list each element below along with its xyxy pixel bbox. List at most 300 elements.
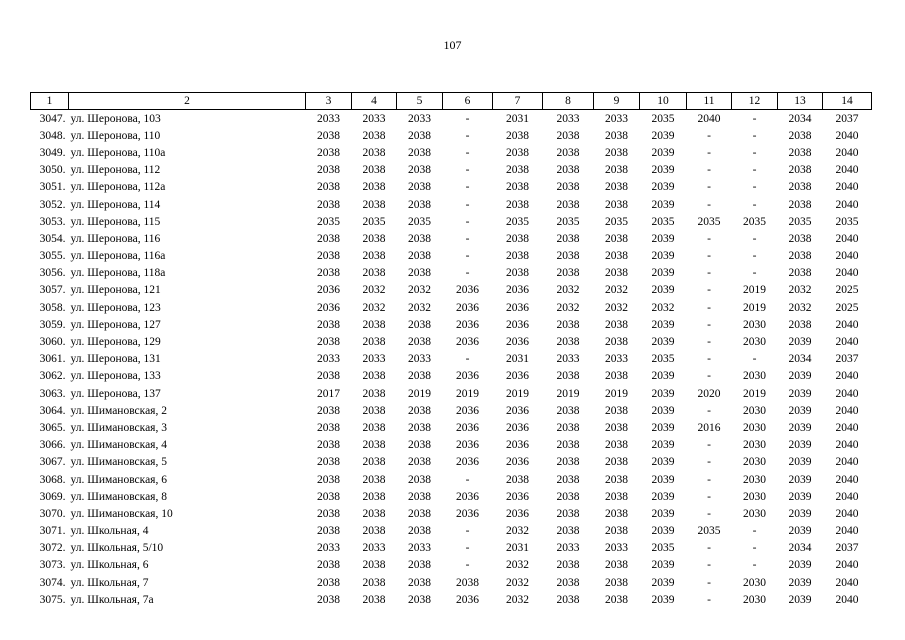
- year-cell-col-5: 2038: [408, 456, 431, 469]
- column-header-8: 8: [543, 93, 594, 110]
- year-cell-col-6: 2036: [456, 593, 479, 606]
- year-cell-col-4: 2038: [362, 593, 386, 606]
- year-cell-col-11: -: [707, 593, 711, 606]
- year-cell-col-3: 2038: [317, 370, 340, 383]
- year-cell-col-5: 2038: [408, 507, 431, 520]
- year-cell-col-6: -: [465, 181, 470, 194]
- year-cell-col-11: -: [707, 439, 711, 452]
- year-cell-col-3: 2038: [317, 404, 340, 417]
- year-cell-col-4: 2038: [362, 232, 386, 245]
- year-cell-col-14: 2040: [835, 576, 859, 589]
- year-cell-col-4: 2038: [362, 404, 386, 417]
- year-cell-col-4: 2033: [362, 353, 386, 366]
- year-cell-col-4: 2032: [362, 284, 386, 297]
- year-cell-col-8: 2038: [556, 473, 580, 486]
- year-cell-col-4: 2038: [362, 267, 386, 280]
- table-row: [31, 540, 872, 557]
- year-cell-col-10: 2039: [651, 284, 675, 297]
- year-cell-col-13: 2038: [788, 146, 812, 159]
- year-cell-col-9: 2038: [605, 318, 628, 331]
- year-cell-col-6: -: [465, 215, 470, 228]
- year-cell-col-13: 2039: [788, 387, 812, 400]
- year-cell-col-10: 2039: [651, 404, 675, 417]
- year-cell-col-13: 2039: [788, 490, 812, 503]
- row-number-cell: 3061.: [39, 353, 66, 366]
- year-cell-col-7: 2031: [506, 112, 529, 125]
- year-cell-col-7: 2036: [506, 490, 529, 503]
- year-cell-col-6: -: [465, 542, 470, 555]
- year-cell-col-12: 2030: [743, 473, 766, 486]
- year-cell-col-4: 2033: [362, 112, 386, 125]
- row-number-cell: 3056.: [39, 267, 66, 280]
- year-cell-col-10: 2039: [651, 456, 675, 469]
- row-number-cell: 3049.: [39, 146, 66, 159]
- year-cell-col-5: 2038: [408, 404, 431, 417]
- year-cell-col-13: 2039: [788, 456, 812, 469]
- table-row: [31, 299, 872, 316]
- year-cell-col-5: 2038: [408, 336, 431, 349]
- address-cell: ул. Шеронова, 131: [70, 353, 161, 366]
- year-cell-col-7: 2036: [506, 318, 529, 331]
- year-cell-col-5: 2038: [408, 250, 431, 263]
- row-number-cell: 3058.: [39, 301, 66, 314]
- year-cell-col-5: 2038: [408, 593, 431, 606]
- year-cell-col-5: 2019: [408, 387, 431, 400]
- table-row: [31, 454, 872, 471]
- year-cell-col-12: -: [752, 525, 757, 538]
- table-row: [31, 127, 872, 144]
- year-cell-col-7: 2032: [506, 559, 529, 572]
- table-header: [31, 93, 872, 110]
- year-cell-col-10: 2035: [651, 112, 675, 125]
- table-row: [31, 591, 872, 608]
- year-cell-col-12: 2030: [743, 318, 766, 331]
- address-cell: ул. Шеронова, 116: [70, 232, 161, 245]
- table-row: [31, 144, 872, 161]
- year-cell-col-13: 2038: [788, 232, 812, 245]
- year-cell-col-6: -: [465, 525, 470, 538]
- year-cell-col-13: 2038: [788, 181, 812, 194]
- year-cell-col-7: 2036: [506, 404, 529, 417]
- year-cell-col-12: 2030: [743, 370, 766, 383]
- year-cell-col-10: 2039: [651, 164, 675, 177]
- year-cell-col-9: 2038: [605, 336, 628, 349]
- year-cell-col-10: 2039: [651, 507, 675, 520]
- year-cell-col-14: 2040: [835, 318, 859, 331]
- year-cell-col-4: 2038: [362, 129, 386, 142]
- column-header-5: 5: [397, 93, 443, 110]
- year-cell-col-7: 2038: [506, 181, 529, 194]
- year-cell-col-14: 2040: [835, 507, 859, 520]
- year-cell-col-10: 2039: [651, 129, 675, 142]
- address-cell: ул. Шимановская, 8: [70, 490, 167, 503]
- year-cell-col-4: 2038: [362, 370, 386, 383]
- year-cell-col-13: 2039: [788, 593, 812, 606]
- year-cell-col-7: 2038: [506, 146, 529, 159]
- year-cell-col-12: 2030: [743, 456, 766, 469]
- year-cell-col-11: -: [707, 353, 711, 366]
- year-cell-col-5: 2038: [408, 473, 431, 486]
- year-cell-col-10: 2039: [651, 593, 675, 606]
- address-cell: ул. Шеронова, 103: [70, 112, 161, 125]
- year-cell-col-10: 2035: [651, 542, 675, 555]
- row-number-cell: 3074.: [39, 576, 66, 589]
- year-cell-col-14: 2040: [835, 439, 859, 452]
- row-number-cell: 3075.: [39, 593, 66, 606]
- year-cell-col-10: 2039: [651, 490, 675, 503]
- address-cell: ул. Шимановская, 3: [70, 421, 167, 434]
- year-cell-col-12: 2030: [743, 404, 766, 417]
- year-cell-col-4: 2038: [362, 576, 386, 589]
- year-cell-col-8: 2033: [556, 542, 580, 555]
- year-cell-col-12: -: [752, 353, 757, 366]
- year-cell-col-14: 2040: [835, 336, 859, 349]
- year-cell-col-9: 2038: [605, 439, 628, 452]
- year-cell-col-7: 2038: [506, 250, 529, 263]
- year-cell-col-8: 2038: [556, 164, 580, 177]
- year-cell-col-10: 2039: [651, 250, 675, 263]
- year-cell-col-14: 2040: [835, 404, 859, 417]
- year-cell-col-13: 2039: [788, 525, 812, 538]
- year-cell-col-3: 2038: [317, 164, 340, 177]
- year-cell-col-7: 2031: [506, 542, 529, 555]
- year-cell-col-6: -: [465, 353, 470, 366]
- table-row: [31, 282, 872, 299]
- year-cell-col-6: 2036: [456, 439, 479, 452]
- year-cell-col-12: 2019: [743, 284, 766, 297]
- year-cell-col-14: 2025: [835, 301, 859, 314]
- column-header-10: 10: [640, 93, 687, 110]
- year-cell-col-11: -: [707, 267, 711, 280]
- year-cell-col-11: -: [707, 164, 711, 177]
- table-row: [31, 557, 872, 574]
- year-cell-col-9: 2038: [605, 559, 628, 572]
- year-cell-col-7: 2036: [506, 507, 529, 520]
- table-row: [31, 574, 872, 591]
- year-cell-col-6: 2036: [456, 284, 479, 297]
- year-cell-col-13: 2038: [788, 164, 812, 177]
- year-cell-col-14: 2040: [835, 370, 859, 383]
- year-cell-col-4: 2033: [362, 542, 386, 555]
- address-cell: ул. Шеронова, 110а: [70, 146, 166, 159]
- year-cell-col-3: 2038: [317, 525, 340, 538]
- year-cell-col-12: 2030: [743, 490, 766, 503]
- year-cell-col-12: -: [752, 112, 757, 125]
- year-cell-col-13: 2038: [788, 318, 812, 331]
- year-cell-col-7: 2032: [506, 525, 529, 538]
- year-cell-col-3: 2038: [317, 181, 340, 194]
- row-number-cell: 3073.: [39, 559, 66, 572]
- year-cell-col-5: 2038: [408, 146, 431, 159]
- table-row: [31, 505, 872, 522]
- year-cell-col-5: 2038: [408, 181, 431, 194]
- column-header-13: 13: [778, 93, 823, 110]
- year-cell-col-5: 2035: [408, 215, 431, 228]
- year-cell-col-3: 2033: [317, 112, 340, 125]
- year-cell-col-6: 2036: [456, 507, 479, 520]
- year-cell-col-5: 2038: [408, 198, 431, 211]
- year-cell-col-5: 2038: [408, 370, 431, 383]
- column-header-3: 3: [306, 93, 352, 110]
- table-row: [31, 213, 872, 230]
- year-cell-col-10: 2039: [651, 336, 675, 349]
- year-cell-col-5: 2038: [408, 559, 431, 572]
- year-cell-col-11: -: [707, 576, 711, 589]
- year-cell-col-10: 2039: [651, 146, 675, 159]
- year-cell-col-12: -: [752, 198, 757, 211]
- year-cell-col-5: 2038: [408, 439, 431, 452]
- year-cell-col-14: 2040: [835, 181, 859, 194]
- year-cell-col-6: -: [465, 267, 470, 280]
- address-cell: ул. Шимановская, 5: [70, 456, 167, 469]
- year-cell-col-9: 2033: [605, 112, 628, 125]
- year-cell-col-8: 2038: [556, 318, 580, 331]
- address-cell: ул. Школьная, 4: [70, 525, 149, 538]
- year-cell-col-5: 2038: [408, 490, 431, 503]
- address-cell: ул. Шеронова, 116а: [70, 250, 166, 263]
- year-cell-col-9: 2038: [605, 198, 628, 211]
- year-cell-col-5: 2038: [408, 267, 431, 280]
- header-row: [31, 93, 872, 110]
- year-cell-col-8: 2038: [556, 232, 580, 245]
- column-header-12: 12: [732, 93, 778, 110]
- year-cell-col-9: 2038: [605, 164, 628, 177]
- year-cell-col-11: -: [707, 542, 711, 555]
- year-cell-col-3: 2036: [317, 301, 340, 314]
- row-number-cell: 3048.: [39, 129, 66, 142]
- row-number-cell: 3067.: [39, 456, 66, 469]
- row-number-cell: 3059.: [39, 318, 66, 331]
- year-cell-col-6: 2036: [456, 301, 479, 314]
- year-cell-col-11: -: [707, 284, 711, 297]
- year-cell-col-6: 2036: [456, 421, 479, 434]
- address-cell: ул. Школьная, 6: [70, 559, 149, 572]
- row-number-cell: 3072.: [39, 542, 66, 555]
- year-cell-col-8: 2038: [556, 146, 580, 159]
- year-cell-col-8: 2038: [556, 267, 580, 280]
- year-cell-col-8: 2019: [556, 387, 580, 400]
- year-cell-col-11: -: [707, 129, 711, 142]
- year-cell-col-7: 2036: [506, 370, 529, 383]
- year-cell-col-3: 2033: [317, 353, 340, 366]
- year-cell-col-4: 2038: [362, 318, 386, 331]
- year-cell-col-7: 2032: [506, 593, 529, 606]
- year-cell-col-11: 2016: [697, 421, 721, 434]
- year-cell-col-4: 2038: [362, 421, 386, 434]
- column-header-7: 7: [493, 93, 543, 110]
- year-cell-col-8: 2038: [556, 456, 580, 469]
- year-cell-col-5: 2038: [408, 576, 431, 589]
- row-number-cell: 3054.: [39, 232, 66, 245]
- year-cell-col-9: 2032: [605, 284, 628, 297]
- column-header-1: 1: [31, 93, 69, 110]
- year-cell-col-10: 2035: [651, 353, 675, 366]
- year-cell-col-6: 2038: [456, 576, 479, 589]
- year-cell-col-14: 2040: [835, 525, 859, 538]
- year-cell-col-3: 2038: [317, 456, 340, 469]
- year-cell-col-3: 2038: [317, 576, 340, 589]
- year-cell-col-8: 2033: [556, 112, 580, 125]
- year-cell-col-8: 2038: [556, 421, 580, 434]
- address-cell: ул. Шеронова, 114: [70, 198, 161, 211]
- address-cell: ул. Школьная, 5/10: [70, 542, 164, 555]
- year-cell-col-3: 2038: [317, 232, 340, 245]
- address-cell: ул. Шеронова, 110: [70, 129, 161, 142]
- year-cell-col-3: 2038: [317, 507, 340, 520]
- address-cell: ул. Шеронова, 112: [70, 164, 161, 177]
- address-cell: ул. Шимановская, 2: [70, 404, 167, 417]
- table-row: [31, 265, 872, 282]
- year-cell-col-9: 2038: [605, 593, 628, 606]
- address-cell: ул. Шеронова, 137: [70, 387, 161, 400]
- year-cell-col-12: 2030: [743, 507, 766, 520]
- year-cell-col-6: -: [465, 232, 470, 245]
- table-row: [31, 368, 872, 385]
- year-cell-col-6: 2019: [456, 387, 479, 400]
- year-cell-col-11: -: [707, 301, 711, 314]
- year-cell-col-10: 2039: [651, 232, 675, 245]
- year-cell-col-3: 2017: [317, 387, 340, 400]
- year-cell-col-13: 2034: [788, 542, 812, 555]
- row-number-cell: 3070.: [39, 507, 66, 520]
- year-cell-col-14: 2040: [835, 387, 859, 400]
- year-cell-col-7: 2035: [506, 215, 529, 228]
- year-cell-col-8: 2038: [556, 439, 580, 452]
- table-row: [31, 230, 872, 247]
- year-cell-col-8: 2035: [556, 215, 580, 228]
- year-cell-col-4: 2038: [362, 559, 386, 572]
- year-cell-col-7: 2036: [506, 284, 529, 297]
- year-cell-col-3: 2038: [317, 250, 340, 263]
- year-cell-col-13: 2039: [788, 370, 812, 383]
- year-cell-col-3: 2038: [317, 439, 340, 452]
- year-cell-col-3: 2038: [317, 146, 340, 159]
- year-cell-col-3: 2035: [317, 215, 340, 228]
- year-cell-col-14: 2040: [835, 473, 859, 486]
- year-cell-col-8: 2038: [556, 198, 580, 211]
- year-cell-col-11: -: [707, 370, 711, 383]
- year-cell-col-10: 2039: [651, 198, 675, 211]
- year-cell-col-13: 2034: [788, 112, 812, 125]
- year-cell-col-4: 2038: [362, 387, 386, 400]
- row-number-cell: 3053.: [39, 215, 66, 228]
- year-cell-col-12: -: [752, 250, 757, 263]
- year-cell-col-5: 2038: [408, 421, 431, 434]
- row-number-cell: 3069.: [39, 490, 66, 503]
- year-cell-col-3: 2038: [317, 336, 340, 349]
- year-cell-col-5: 2033: [408, 542, 431, 555]
- year-cell-col-12: 2030: [743, 576, 766, 589]
- year-cell-col-13: 2032: [788, 301, 812, 314]
- year-cell-col-14: 2037: [835, 353, 859, 366]
- year-cell-col-9: 2038: [605, 232, 628, 245]
- year-cell-col-12: -: [752, 542, 757, 555]
- year-cell-col-8: 2038: [556, 370, 580, 383]
- year-cell-col-13: 2034: [788, 353, 812, 366]
- column-header-4: 4: [352, 93, 397, 110]
- year-cell-col-9: 2038: [605, 250, 628, 263]
- year-cell-col-10: 2035: [651, 215, 675, 228]
- address-cell: ул. Шимановская, 10: [70, 507, 173, 520]
- year-cell-col-4: 2038: [362, 456, 386, 469]
- row-number-cell: 3066.: [39, 439, 66, 452]
- year-cell-col-14: 2040: [835, 129, 859, 142]
- year-cell-col-13: 2038: [788, 267, 812, 280]
- year-cell-col-8: 2038: [556, 490, 580, 503]
- year-cell-col-11: -: [707, 336, 711, 349]
- year-cell-col-3: 2038: [317, 267, 340, 280]
- year-cell-col-5: 2038: [408, 525, 431, 538]
- year-cell-col-9: 2038: [605, 129, 628, 142]
- year-cell-col-13: 2038: [788, 198, 812, 211]
- year-cell-col-8: 2038: [556, 404, 580, 417]
- table-row: [31, 402, 872, 419]
- year-cell-col-8: 2032: [556, 301, 580, 314]
- year-cell-col-9: 2033: [605, 353, 628, 366]
- year-cell-col-14: 2025: [835, 284, 859, 297]
- year-cell-col-11: -: [707, 507, 711, 520]
- year-cell-col-9: 2038: [605, 370, 628, 383]
- table-row: [31, 471, 872, 488]
- year-cell-col-11: 2040: [697, 112, 721, 125]
- column-header-14: 14: [823, 93, 872, 110]
- row-number-cell: 3062.: [39, 370, 66, 383]
- year-cell-col-5: 2032: [408, 301, 431, 314]
- year-cell-col-3: 2038: [317, 593, 340, 606]
- year-cell-col-11: 2035: [697, 525, 721, 538]
- year-cell-col-11: -: [707, 181, 711, 194]
- year-cell-col-10: 2039: [651, 473, 675, 486]
- year-cell-col-8: 2033: [556, 353, 580, 366]
- year-cell-col-9: 2038: [605, 267, 628, 280]
- year-cell-col-14: 2040: [835, 267, 859, 280]
- table-row: [31, 351, 872, 368]
- data-table: [30, 92, 872, 608]
- column-header-9: 9: [594, 93, 640, 110]
- year-cell-col-10: 2039: [651, 525, 675, 538]
- year-cell-col-6: 2036: [456, 370, 479, 383]
- address-cell: ул. Шеронова, 133: [70, 370, 161, 383]
- year-cell-col-4: 2038: [362, 146, 386, 159]
- year-cell-col-9: 2038: [605, 507, 628, 520]
- year-cell-col-8: 2038: [556, 525, 580, 538]
- year-cell-col-13: 2038: [788, 250, 812, 263]
- year-cell-col-14: 2040: [835, 456, 859, 469]
- year-cell-col-4: 2035: [362, 215, 386, 228]
- row-number-cell: 3052.: [39, 198, 66, 211]
- row-number-cell: 3051.: [39, 181, 66, 194]
- year-cell-col-14: 2040: [835, 164, 859, 177]
- year-cell-col-6: -: [465, 559, 470, 572]
- year-cell-col-6: 2036: [456, 318, 479, 331]
- year-cell-col-14: 2040: [835, 490, 859, 503]
- year-cell-col-8: 2038: [556, 250, 580, 263]
- year-cell-col-4: 2038: [362, 439, 386, 452]
- year-cell-col-12: -: [752, 559, 757, 572]
- year-cell-col-9: 2038: [605, 490, 628, 503]
- year-cell-col-9: 2038: [605, 473, 628, 486]
- column-header-11: 11: [687, 93, 732, 110]
- year-cell-col-6: 2036: [456, 404, 479, 417]
- row-number-cell: 3050.: [39, 164, 66, 177]
- year-cell-col-8: 2038: [556, 336, 580, 349]
- year-cell-col-14: 2040: [835, 421, 859, 434]
- year-cell-col-4: 2038: [362, 181, 386, 194]
- year-cell-col-9: 2038: [605, 404, 628, 417]
- year-cell-col-3: 2038: [317, 129, 340, 142]
- year-cell-col-4: 2032: [362, 301, 386, 314]
- year-cell-col-12: -: [752, 146, 757, 159]
